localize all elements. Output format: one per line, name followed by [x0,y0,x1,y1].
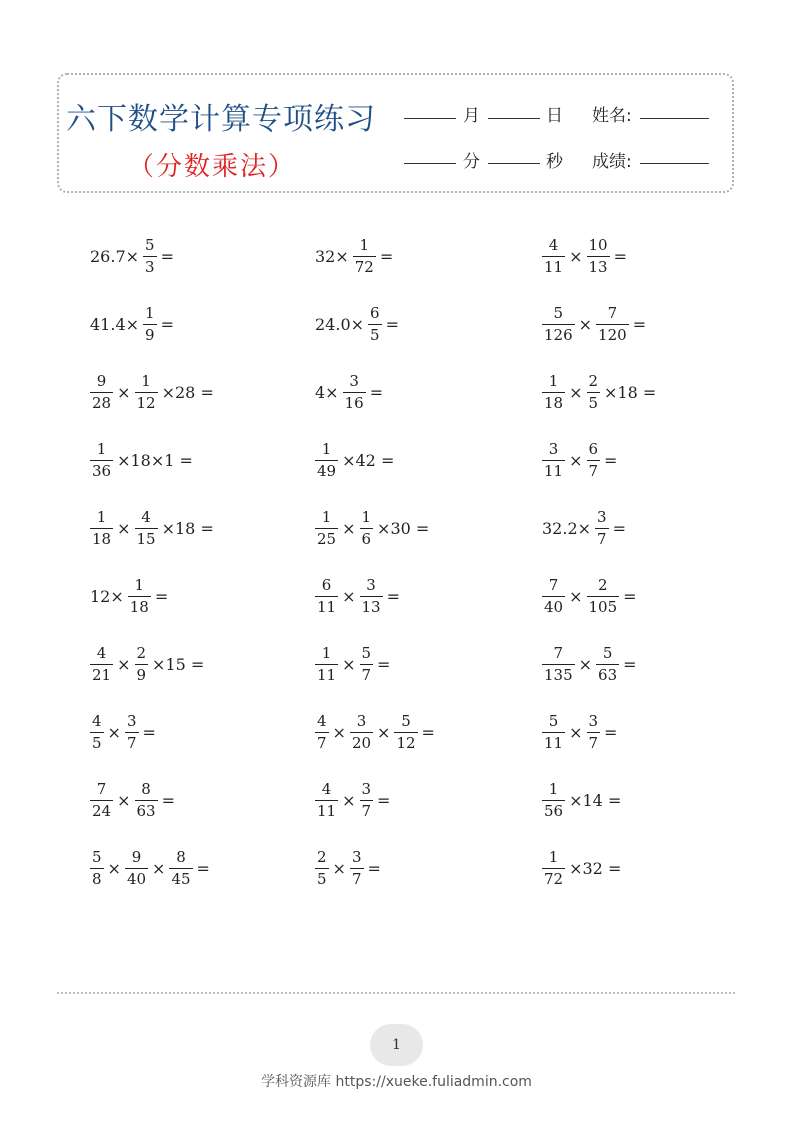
denominator: 5 [317,869,327,888]
fraction [587,575,620,616]
month-blank[interactable] [404,118,456,119]
problem-30 [540,848,623,888]
denominator: 5 [588,393,599,412]
fraction [90,711,104,752]
expression-text: 41.4× [90,314,140,334]
fraction [542,779,565,820]
problem-1 [88,236,176,276]
expression-text: × [117,382,131,402]
numerator: 3 [361,779,372,798]
denominator: 63 [598,665,618,684]
fraction [90,371,113,412]
fraction [135,779,158,820]
numerator: 9 [131,847,142,866]
denominator: 12 [136,393,156,412]
fraction [315,643,338,684]
expression-text: ×14 = [569,790,622,810]
fraction [315,507,338,548]
denominator: 6 [361,529,372,548]
problem-25 [88,780,177,820]
fraction [542,235,565,276]
numerator: 3 [349,371,359,390]
numerator: 4 [548,235,559,254]
denominator: 7 [361,801,372,820]
problem-8 [313,372,385,412]
expression-text: = [386,586,400,606]
problem-22 [88,712,158,752]
expression-text: × [117,790,131,810]
worksheet-subtitle: （分数乘法） [128,152,297,182]
denominator: 18 [129,597,149,616]
numerator: 7 [96,779,107,798]
expression-text: ×15 = [152,654,205,674]
numerator: 6 [370,303,380,322]
name-label: 姓名: [592,106,632,126]
numerator: 3 [597,507,607,526]
fraction [596,303,629,344]
fraction [542,371,565,412]
fraction [135,371,158,412]
denominator: 72 [354,257,374,276]
expression-text: = [604,722,618,742]
denominator: 8 [92,869,102,888]
denominator: 11 [544,257,564,276]
fraction [587,439,601,480]
day-label: 日 [546,106,563,126]
expression-text: × [377,722,391,742]
fraction [90,507,113,548]
numerator: 6 [588,439,599,458]
expression-text: ×32 = [569,858,622,878]
fraction [595,507,609,548]
expression-text: = [623,586,637,606]
fraction [542,711,565,752]
fraction [90,847,104,888]
numerator: 1 [141,371,151,390]
problem-3 [540,236,629,276]
fraction [596,643,619,684]
expression-text: ×28 = [161,382,214,402]
denominator: 7 [361,665,372,684]
numerator: 1 [548,371,559,390]
problem-17 [313,576,402,616]
numerator: 5 [548,711,559,730]
numerator: 1 [96,439,107,458]
expression-text: × [569,586,583,606]
numerator: 2 [598,575,608,594]
denominator: 13 [361,597,381,616]
denominator: 9 [145,325,155,344]
problem-11 [313,440,396,480]
problem-15 [540,508,628,548]
day-blank[interactable] [488,118,540,119]
numerator: 1 [361,507,372,526]
expression-text: 12× [90,586,124,606]
expression-text: × [107,722,121,742]
expression-text: = [160,246,174,266]
denominator: 63 [136,801,156,820]
expression-text: ×30 = [377,518,430,538]
numerator: 5 [361,643,372,662]
denominator: 72 [544,869,564,888]
denominator: 120 [598,325,627,344]
expression-text: ×18 = [604,382,657,402]
fraction [90,439,113,480]
denominator: 12 [396,733,416,752]
fraction [135,507,158,548]
expression-text: × [107,858,121,878]
numerator: 1 [548,779,559,798]
expression-text: × [342,654,356,674]
problem-13 [88,508,216,548]
numerator: 3 [366,575,376,594]
fraction [542,303,575,344]
denominator: 105 [588,597,618,616]
denominator: 18 [92,529,112,548]
denominator: 21 [92,665,112,684]
denominator: 20 [351,733,372,752]
fraction [315,439,338,480]
numerator: 2 [317,847,327,866]
minute-blank[interactable] [404,163,456,164]
numerator: 2 [588,371,599,390]
expression-text: × [152,858,166,878]
fraction [143,303,157,344]
score-label: 成绩: [592,152,632,172]
numerator: 7 [553,643,564,662]
denominator: 7 [597,529,607,548]
numerator: 4 [321,779,332,798]
expression-text: = [421,722,435,742]
denominator: 40 [126,869,147,888]
numerator: 9 [96,371,107,390]
expression-text: × [569,450,583,470]
second-label: 秒 [546,152,563,172]
fraction [542,575,565,616]
fraction [542,643,575,684]
numerator: 5 [92,847,102,866]
numerator: 8 [176,847,186,866]
expression-text: = [196,858,210,878]
footer-divider [57,992,735,994]
numerator: 3 [548,439,559,458]
fraction [125,711,139,752]
numerator: 4 [92,711,102,730]
numerator: 6 [321,575,332,594]
numerator: 1 [548,847,559,866]
problem-29 [313,848,383,888]
expression-text: ×18×1 = [117,450,193,470]
problem-6 [540,304,648,344]
expression-text: × [117,518,131,538]
expression-text: = [623,654,637,674]
problem-19 [88,644,206,684]
expression-text: 32× [315,246,349,266]
fraction [542,439,565,480]
fraction [394,711,417,752]
denominator: 5 [370,325,380,344]
expression-text: ×18 = [161,518,214,538]
numerator: 5 [401,711,411,730]
footer-text: 学科资源库 https://xueke.fuliadmin.com [261,1074,532,1090]
denominator: 40 [544,597,564,616]
expression-text: = [385,314,399,334]
fraction [315,711,329,752]
numerator: 7 [548,575,559,594]
expression-text: × [569,382,583,402]
denominator: 7 [126,733,137,752]
fraction [350,711,373,752]
fraction [343,371,366,412]
expression-text: × [342,586,356,606]
problem-12 [540,440,619,480]
worksheet-title: 六下数学计算专项练习 [66,102,376,137]
numerator: 5 [553,303,564,322]
score-blank[interactable] [640,163,709,164]
expression-text: = [613,246,627,266]
expression-text: × [569,246,583,266]
fraction [368,303,382,344]
expression-text: × [332,858,346,878]
numerator: 1 [321,507,332,526]
fraction [143,235,157,276]
problem-14 [313,508,431,548]
problem-5 [313,304,401,344]
denominator: 11 [544,461,564,480]
second-blank[interactable] [488,163,540,164]
numerator: 1 [321,643,332,662]
problem-9 [540,372,658,412]
fraction [128,575,151,616]
expression-text: = [379,246,394,266]
denominator: 7 [588,461,599,480]
problem-23 [313,712,437,752]
fraction [542,847,565,888]
expression-text: = [632,314,647,334]
denominator: 11 [317,801,337,820]
fraction [169,847,192,888]
denominator: 135 [544,665,573,684]
expression-text: × [342,790,356,810]
numerator: 1 [96,507,107,526]
expression-text: = [154,586,169,606]
numerator: 3 [588,711,599,730]
name-blank[interactable] [640,118,709,119]
problem-27 [540,780,623,820]
denominator: 126 [544,325,573,344]
expression-text: 26.7× [90,246,140,266]
fraction [315,575,338,616]
expression-text: = [377,790,391,810]
numerator: 4 [96,643,107,662]
expression-text: = [377,654,391,674]
fraction [587,235,610,276]
expression-text: × [569,722,583,742]
numerator: 1 [359,235,370,254]
numerator: 1 [134,575,145,594]
expression-text: × [578,654,593,674]
denominator: 13 [588,257,608,276]
expression-text: × [117,654,131,674]
numerator: 3 [356,711,367,730]
denominator: 5 [92,733,102,752]
problem-28 [88,848,212,888]
expression-text: = [142,722,156,742]
expression-text: = [604,450,618,470]
fraction [350,847,364,888]
minute-label: 分 [463,152,480,172]
denominator: 16 [344,393,364,412]
denominator: 7 [588,733,599,752]
numerator: 7 [607,303,618,322]
expression-text: = [612,518,626,538]
expression-text: × [342,518,356,538]
page-number: 1 [392,1037,401,1053]
fraction [360,779,374,820]
fraction [135,643,149,684]
denominator: 11 [544,733,564,752]
fraction [125,847,148,888]
fraction [587,371,601,412]
denominator: 25 [317,529,337,548]
problem-2 [313,236,395,276]
numerator: 8 [141,779,151,798]
expression-text: = [161,790,175,810]
denominator: 11 [317,597,337,616]
numerator: 3 [126,711,137,730]
denominator: 7 [317,733,327,752]
denominator: 11 [317,665,337,684]
denominator: 7 [351,869,362,888]
numerator: 10 [588,235,608,254]
fraction [360,507,374,548]
denominator: 28 [92,393,112,412]
expression-text: = [367,858,381,878]
problem-24 [540,712,619,752]
numerator: 5 [602,643,613,662]
problem-20 [313,644,392,684]
expression-text: 32.2× [542,518,592,538]
expression-text: 4× [315,382,339,402]
numerator: 5 [145,235,155,254]
expression-text: × [332,722,346,742]
denominator: 15 [136,529,156,548]
expression-text: 24.0× [315,314,365,334]
denominator: 45 [171,869,191,888]
numerator: 1 [145,303,155,322]
problem-4 [88,304,176,344]
fraction [90,643,113,684]
denominator: 49 [317,461,337,480]
fraction [360,575,383,616]
denominator: 18 [544,393,564,412]
fraction [360,643,374,684]
expression-text: = [160,314,174,334]
numerator: 1 [321,439,332,458]
page-number-badge [370,1024,423,1066]
expression-text: = [369,382,384,402]
fraction [353,235,376,276]
denominator: 24 [92,801,112,820]
fraction [315,847,329,888]
problem-7 [88,372,216,412]
fraction [315,779,338,820]
expression-text: × [578,314,593,334]
problem-10 [88,440,195,480]
expression-text: ×42 = [342,450,395,470]
problem-21 [540,644,639,684]
numerator: 4 [141,507,151,526]
problem-18 [540,576,639,616]
denominator: 3 [145,257,155,276]
numerator: 4 [317,711,327,730]
fraction [587,711,601,752]
denominator: 36 [92,461,112,480]
month-label: 月 [463,106,480,126]
denominator: 56 [544,801,564,820]
problem-16 [88,576,170,616]
fraction [90,779,113,820]
numerator: 2 [136,643,147,662]
denominator: 9 [136,665,147,684]
numerator: 3 [351,847,362,866]
problem-26 [313,780,392,820]
